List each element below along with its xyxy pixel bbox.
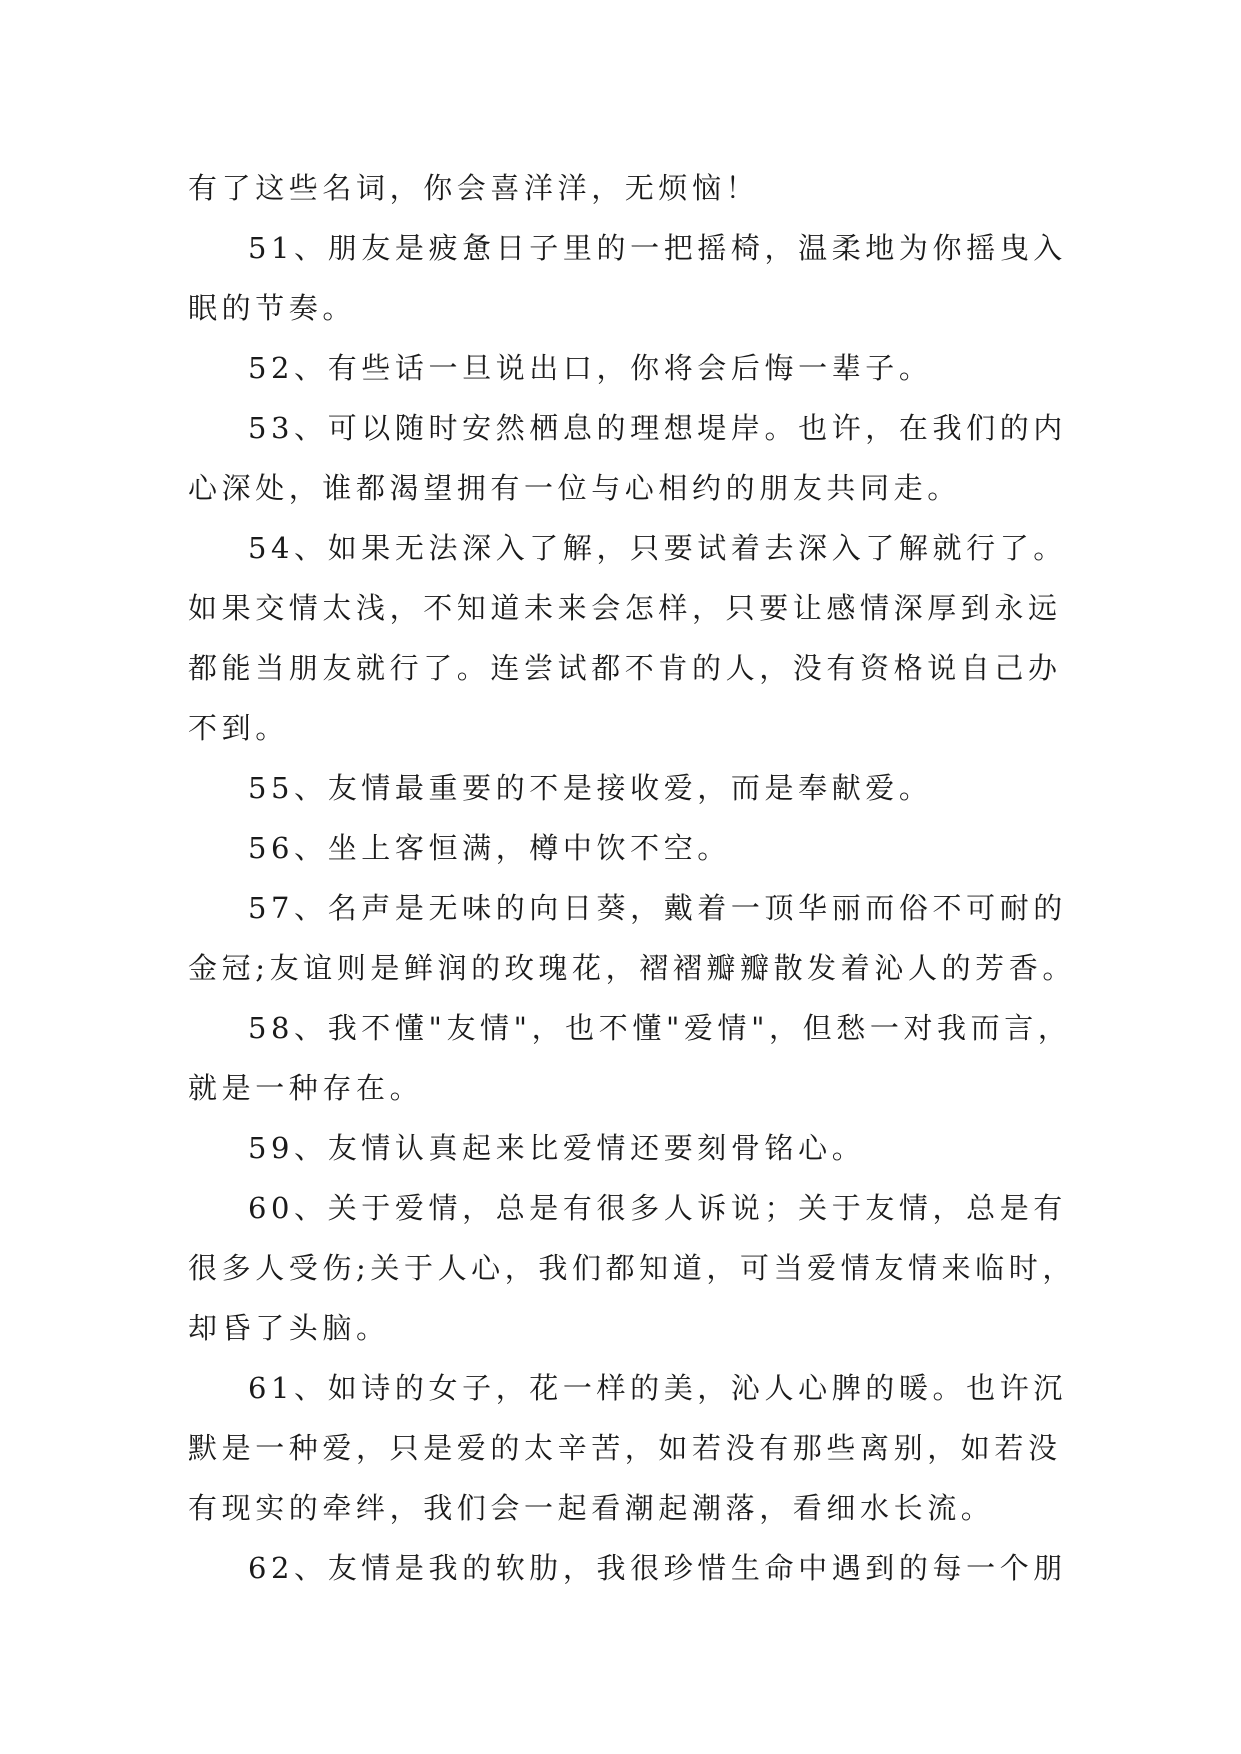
text-line: 默是一种爱，只是爱的太辛苦，如若没有那些离别，如若没 (188, 1431, 1062, 1465)
paragraph-57-line: 57、名声是无味的向日葵，戴着一顶华丽而俗不可耐的 (248, 891, 1067, 925)
text-line: 有了这些名词，你会喜洋洋，无烦恼！ (188, 171, 760, 205)
text-line: 都能当朋友就行了。连尝试都不肯的人，没有资格说自己办 (188, 651, 1062, 685)
text-line: 却昏了头脑。 (188, 1311, 390, 1345)
paragraph-53-line: 53、可以随时安然栖息的理想堤岸。也许，在我们的内 (248, 411, 1067, 445)
text-line: 金冠;友谊则是鲜润的玫瑰花，褶褶瓣瓣散发着沁人的芳香。 (188, 951, 1076, 985)
paragraph-52-line: 52、有些话一旦说出口，你将会后悔一辈子。 (248, 351, 933, 385)
paragraph-51-line: 51、朋友是疲惫日子里的一把摇椅，温柔地为你摇曳入 (248, 231, 1067, 265)
paragraph-56-line: 56、坐上客恒满，樽中饮不空。 (248, 831, 731, 865)
paragraph-60-line: 60、关于爱情，总是有很多人诉说；关于友情，总是有 (248, 1191, 1067, 1225)
text-line: 不到。 (188, 711, 289, 745)
text-line: 就是一种存在。 (188, 1071, 424, 1105)
text-line: 心深处，谁都渴望拥有一位与心相约的朋友共同走。 (188, 471, 961, 505)
text-line: 有现实的牵绊，我们会一起看潮起潮落，看细水长流。 (188, 1491, 995, 1525)
paragraph-62-line: 62、友情是我的软肋，我很珍惜生命中遇到的每一个朋 (248, 1551, 1067, 1585)
paragraph-61-line: 61、如诗的女子，花一样的美，沁人心脾的暖。也许沉 (248, 1371, 1067, 1405)
text-line: 眠的节奏。 (188, 291, 357, 325)
paragraph-55-line: 55、友情最重要的不是接收爱，而是奉献爱。 (248, 771, 933, 805)
paragraph-58-line: 58、我不懂"友情"，也不懂"爱情"，但愁一对我而言， (248, 1011, 1072, 1045)
text-line: 如果交情太浅，不知道未来会怎样，只要让感情深厚到永远 (188, 591, 1062, 625)
paragraph-54-line: 54、如果无法深入了解，只要试着去深入了解就行了。 (248, 531, 1067, 565)
text-line: 很多人受伤;关于人心，我们都知道，可当爱情友情来临时， (188, 1251, 1076, 1285)
paragraph-59-line: 59、友情认真起来比爱情还要刻骨铭心。 (248, 1131, 866, 1165)
